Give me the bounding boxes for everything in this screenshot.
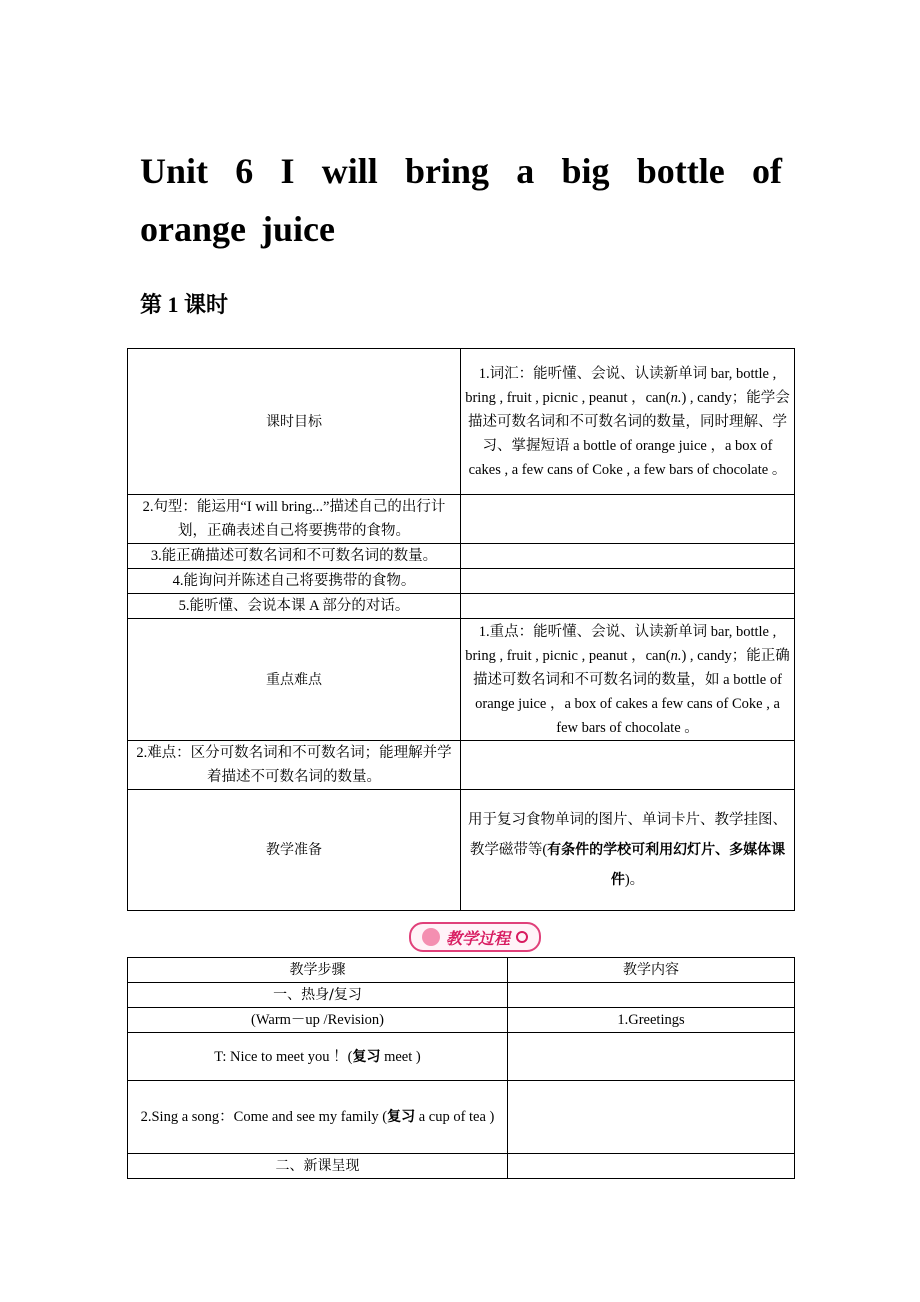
col-content-header: 教学内容	[508, 958, 795, 983]
col-steps-header: 教学步骤	[128, 958, 508, 983]
section-new-lesson: 二、新课呈现	[128, 1154, 508, 1179]
key-points-focus: 1.重点：能听懂、会说、认读新单词 bar, bottle , bring , fruit , picnic , peanut ，can(n.) , candy；能正确描述可数名词和不可数名词的数量，如 a bottle of orange juice ，a box of cakes a few cans of Coke , a few bars of chocolate 。	[461, 619, 795, 741]
preparation-text: 用于复习食物单词的图片、单词卡片、教学挂图、教学磁带等(有条件的学校可利用幻灯片、多媒体课件)。	[461, 790, 795, 911]
section-warmup-en: (Warm－up /Revision)	[128, 1008, 508, 1033]
objectives-label: 课时目标	[128, 349, 461, 495]
objectives-table	[127, 348, 795, 911]
cartoon-icon	[422, 928, 440, 946]
lesson-label: 第 1 课时	[140, 292, 229, 317]
process-banner-label: 教学过程	[445, 928, 510, 948]
section-warmup: 一、热身/复习	[128, 983, 508, 1008]
page-title: Unit 6 I will bring a big bottle of orange juice	[140, 151, 782, 249]
key-points-difficulty: 2.难点：区分可数名词和不可数名词；能理解并学着描述不可数名词的数量。	[128, 741, 461, 790]
objectives-item4: 4.能询问并陈述自己将要携带的食物。	[128, 569, 461, 594]
target-icon	[516, 931, 528, 943]
step-nice-to-meet: T: Nice to meet you ！(复习 meet )	[128, 1033, 508, 1081]
step-sing-song: 2.Sing a song：Come and see my family (复习 a cup of tea )	[128, 1081, 508, 1154]
objectives-item2: 2.句型：能运用“I will bring...”描述自己的出行计划，正确表述自己将要携带的食物。	[128, 495, 461, 544]
objectives-item1: 1.词汇：能听懂、会说、认读新单词 bar, bottle , bring , fruit , picnic , peanut ，can(n.) , candy；能学会描述可数名词和不可数名词的数量，同时理解、学习、掌握短语 a bottle of orange juice ，a box of cakes , a few cans of Coke , a few bars of chocolate 。	[461, 349, 795, 495]
process-banner	[409, 922, 541, 952]
process-table	[127, 957, 795, 1179]
preparation-label: 教学准备	[128, 790, 461, 911]
objectives-item3: 3.能正确描述可数名词和不可数名词的数量。	[128, 544, 461, 569]
objectives-item5: 5.能听懂、会说本课 A 部分的对话。	[128, 594, 461, 619]
key-points-label: 重点难点	[128, 619, 461, 741]
greetings: 1.Greetings	[508, 1008, 795, 1033]
